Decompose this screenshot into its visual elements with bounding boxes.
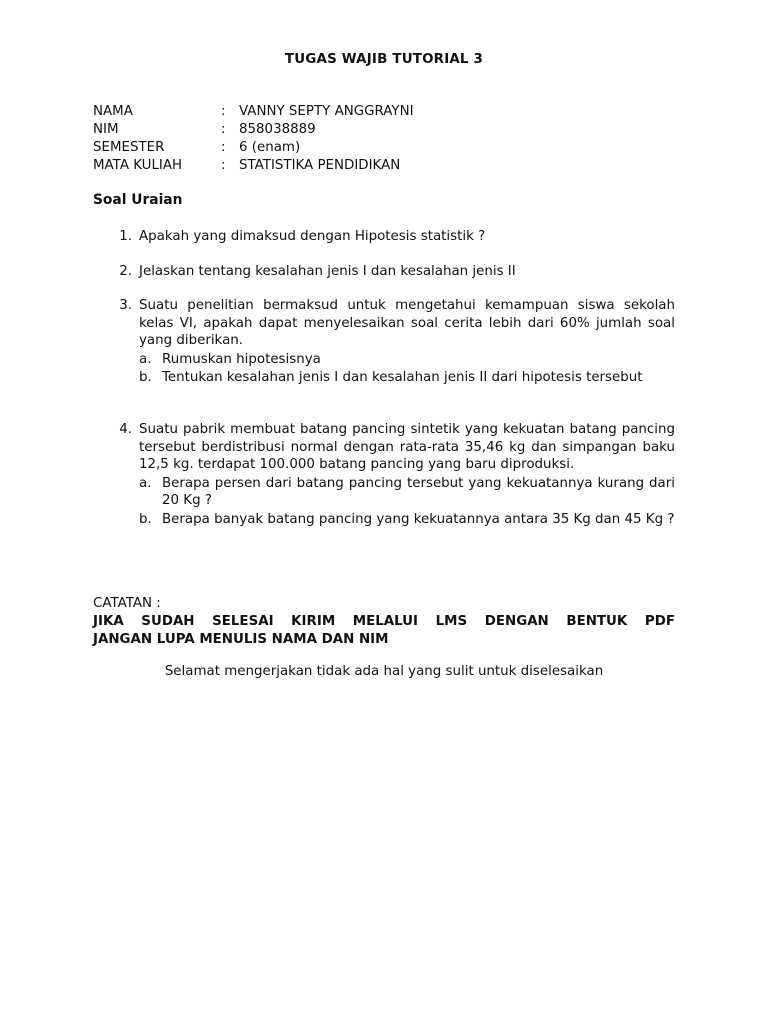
question-number: 1. [119,229,132,244]
info-colon: : [221,122,226,137]
question-text: Apakah yang dimaksud dengan Hipotesis statistik ? [139,229,486,244]
info-colon: : [221,158,226,173]
sub-letter: a. [139,475,152,491]
question-body [139,297,675,387]
sub-letter: a. [139,351,152,367]
sub-question-a [139,475,675,510]
question-number: 2. [119,264,132,279]
sub-text: Tentukan kesalahan jenis I dan kesalahan jenis II dari hipotesis tersebut [162,370,643,385]
sub-question-b [139,511,675,529]
question-number: 3. [119,298,132,313]
sub-letter: b. [139,511,152,527]
note-label: CATATAN : [93,596,161,611]
sub-question-b [139,369,675,387]
info-colon: : [221,104,226,119]
info-label: NIM [93,122,119,137]
sub-letter: b. [139,370,152,385]
sub-question-a [139,351,675,369]
sub-text: Berapa persen dari batang pancing tersebut yang kekuatannya kurang dari 20 Kg ? [162,475,675,508]
note-text [93,613,675,649]
sub-text: Rumuskan hipotesisnya [162,351,321,367]
info-label: MATA KULIAH [93,158,183,173]
question-4 [114,421,675,528]
info-value: 6 (enam) [239,140,301,155]
question-2 [114,263,675,281]
info-value: STATISTIKA PENDIDIKAN [239,158,401,173]
section-title: Soal Uraian [93,192,183,208]
note-line-2: JANGAN LUPA MENULIS NAMA DAN NIM [93,632,389,647]
info-label: SEMESTER [93,140,165,155]
question-body [139,421,675,528]
sub-text: Berapa banyak batang pancing yang kekuatannya antara 35 Kg dan 45 Kg ? [162,511,675,527]
info-value: VANNY SEPTY ANGGRAYNI [239,104,414,119]
question-1 [114,228,675,246]
note-line-1: JIKA SUDAH SELESAI KIRIM MELALUI LMS DENGAN BENTUK PDF [93,614,675,629]
question-text: Suatu penelitian bermaksud untuk mengetahui kemampuan siswa sekolah kelas VI, apakah dapat menyelesaikan soal cerita lebih dari 60% jumlah soal yang diberikan. [139,298,675,348]
question-text: Suatu pabrik membuat batang pancing sintetik yang kekuatan batang pancing tersebut berdistribusi normal dengan rata-rata 35,46 kg dan simpangan baku 12,5 kg. terdapat 100.000 batang pancing yang baru diproduksi. [139,422,675,472]
closing-message: Selamat mengerjakan tidak ada hal yang sulit untuk diselesaikan [164,664,604,679]
question-text: Jelaskan tentang kesalahan jenis I dan kesalahan jenis II [139,264,516,279]
info-colon: : [221,140,226,155]
info-value: 858038889 [239,122,316,137]
question-3 [114,297,675,387]
document-title: TUGAS WAJIB TUTORIAL 3 [284,52,484,67]
question-number: 4. [119,422,132,437]
info-label: NAMA [93,104,133,119]
